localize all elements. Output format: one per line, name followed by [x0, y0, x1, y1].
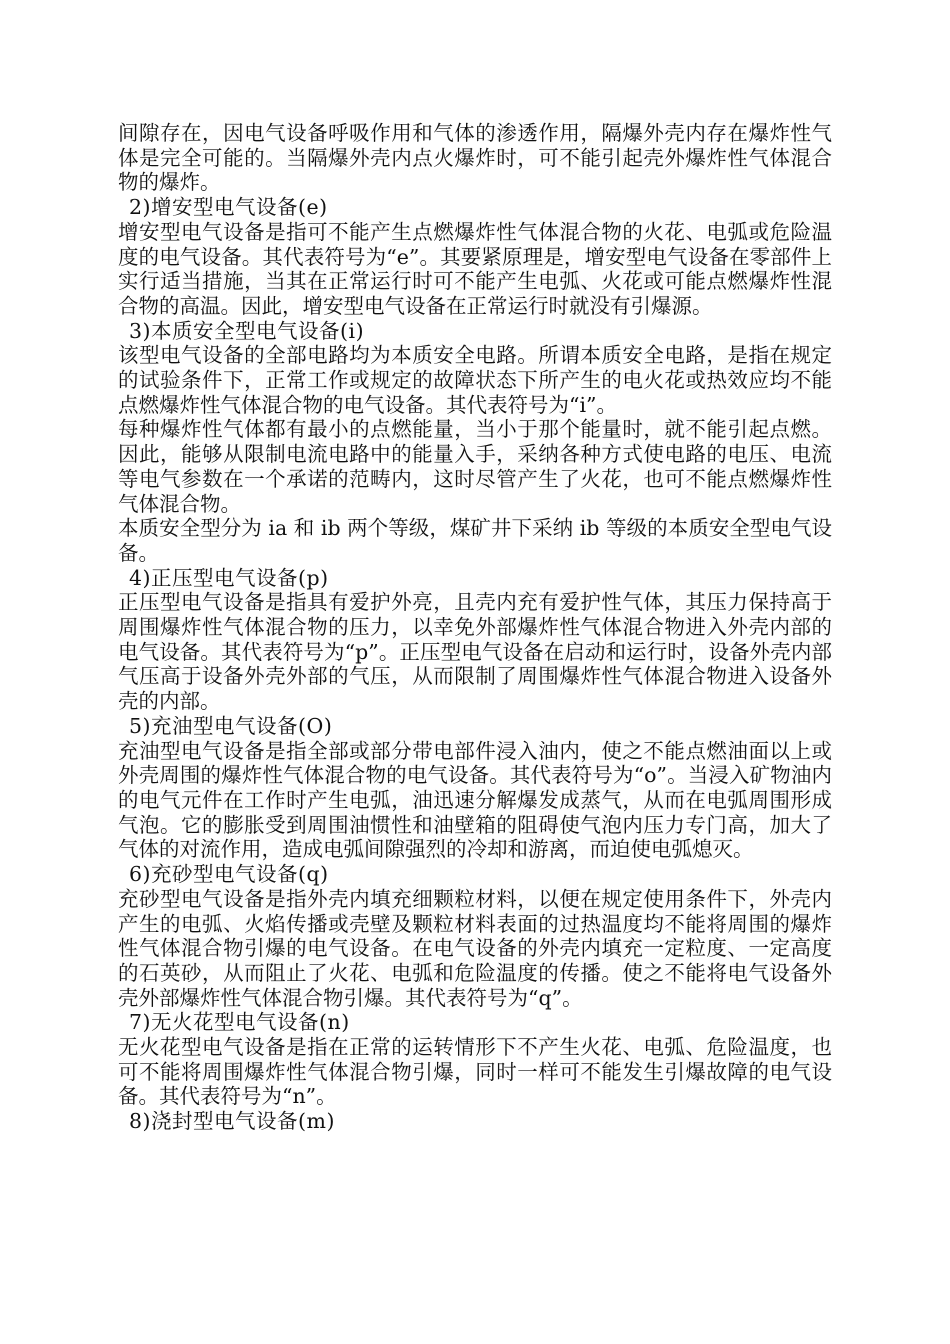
paragraph-increased-safety: 增安型电气设备是指可不能产生点燃爆炸性气体混合物的火花、电弧或危险温度的电气设备。其代表符号为“e”。其要紧原理是，增安型电气设备在零部件上实行适当措施，当其在正常运行时可不能产生电弧、火花或可能点燃爆炸性混合物的高温。因此，增安型电气设备在正常运行时就没有引爆源。: [118, 219, 832, 318]
paragraph-pressurized: 正压型电气设备是指具有爱护外亮，且壳内充有爱护性气体，其压力保持高于周围爆炸性气体混合物的压力，以幸免外部爆炸性气体混合物进入外壳内部的电气设备。其代表符号为“p”。正压型电气设备在启动和运行时，设备外壳内部气压高于设备外壳外部的气压，从而限制了周围爆炸性气体混合物进入设备外壳的内部。: [118, 590, 832, 714]
paragraph-intrinsic-safety-3: 本质安全型分为 ia 和 ib 两个等级，煤矿井下采纳 ib 等级的本质安全型电气设备。: [118, 516, 832, 565]
paragraph-intrinsic-safety-1: 该型电气设备的全部电路均为本质安全电路。所谓本质安全电路，是指在规定的试验条件下，正常工作或规定的故障状态下所产生的电火花或热效应均不能点燃爆炸性气体混合物的电气设备。其代表符号为“i”。: [118, 343, 832, 417]
heading-non-sparking: 7)无火花型电气设备(n): [129, 1010, 350, 1035]
heading-oil-immersed: 5)充油型电气设备(O): [129, 713, 333, 738]
heading-pressurized: 4)正压型电气设备(p): [129, 565, 329, 590]
paragraph-sand-filled: 充砂型电气设备是指外壳内填充细颗粒材料，以便在规定使用条件下，外壳内产生的电弧、火焰传播或壳壁及颗粒材料表面的过热温度均不能将周围的爆炸性气体混合物引爆的电气设备。在电气设备的外壳内填充一定粒度、一定高度的石英砂，从而阻止了火花、电弧和危险温度的传播。使之不能将电气设备外壳外部爆炸性气体混合物引爆。其代表符号为“q”。: [118, 886, 832, 1010]
heading-sand-filled: 6)充砂型电气设备(q): [129, 862, 329, 887]
paragraph-intrinsic-safety-2: 每种爆炸性气体都有最小的点燃能量，当小于那个能量时，就不能引起点燃。因此，能够从限制电流电路中的能量入手，采纳各种方式使电路的电压、电流等电气参数在一个承诺的范畴内，这时尽管产生了火花，也可不能点燃爆炸性气体混合物。: [118, 417, 832, 516]
paragraph-oil-immersed: 充油型电气设备是指全部或部分带电部件浸入油内，使之不能点燃油面以上或外壳周围的爆炸性气体混合物的电气设备。其代表符号为“o”。当浸入矿物油内的电气元件在工作时产生电弧，油迅速分解爆发成蒸气，从而在电弧周围形成气泡。它的膨胀受到周围油惯性和油壁箱的阻碍使气泡内压力专门高，加大了气体的对流作用，造成电弧间隙强烈的冷却和游离，而迫使电弧熄灭。: [118, 738, 832, 862]
heading-increased-safety: 2)增安型电气设备(e): [129, 195, 328, 220]
heading-intrinsic-safety: 3)本质安全型电气设备(i): [129, 318, 365, 343]
paragraph-non-sparking: 无火花型电气设备是指在正常的运转情形下不产生火花、电弧、危险温度，也可不能将周围爆炸性气体混合物引爆，同时一样可不能发生引爆故障的电气设备。其代表符号为“n”。: [118, 1035, 832, 1109]
document-page: [118, 121, 832, 1134]
heading-encapsulated: 8)浇封型电气设备(m): [129, 1109, 335, 1134]
paragraph-flameproof-continued: 间隙存在，因电气设备呼吸作用和气体的渗透作用，隔爆外壳内存在爆炸性气体是完全可能的。当隔爆外壳内点火爆炸时，可不能引起壳外爆炸性气体混合物的爆炸。: [118, 121, 832, 195]
